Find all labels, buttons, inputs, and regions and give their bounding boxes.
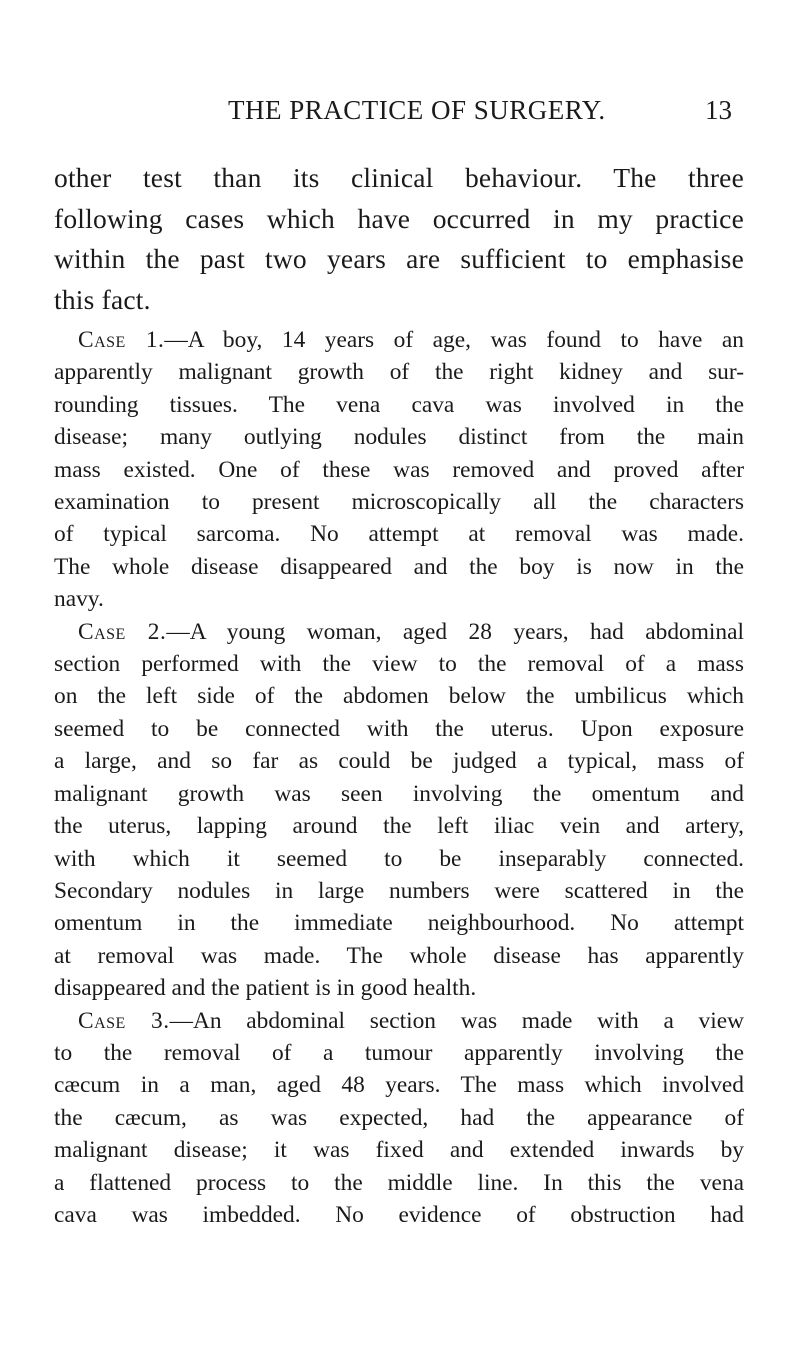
text-line: at removal was made. The whole disease has apparently bbox=[54, 942, 744, 969]
text-line: a flattened process to the middle line. In this the vena bbox=[54, 1169, 744, 1196]
case-reports bbox=[54, 324, 744, 1231]
text-line: cæcum in a man, aged 48 years. The mass which involved bbox=[54, 1072, 744, 1099]
text-line: apparently malignant growth of the right kidney and sur- bbox=[54, 359, 744, 386]
case-label: Case 3. bbox=[78, 1007, 170, 1034]
text-line: disappeared and the patient is in good health. bbox=[54, 975, 477, 1002]
intro-paragraph bbox=[54, 158, 744, 320]
text-line: section performed with the view to the removal of a mass bbox=[54, 651, 744, 678]
text-line: other test than its clinical behaviour. The three bbox=[54, 162, 744, 193]
text-line: to the removal of a tumour apparently involving the bbox=[54, 1039, 744, 1066]
text-line: seemed to be connected with the uterus. Upon exposure bbox=[54, 715, 744, 742]
case-3-paragraph bbox=[54, 1005, 744, 1232]
text-line: Secondary nodules in large numbers were scattered in the bbox=[54, 877, 744, 904]
text-line bbox=[54, 324, 744, 356]
text-line: following cases which have occurred in my practice bbox=[54, 202, 744, 234]
case-2-paragraph bbox=[54, 616, 744, 1005]
text-line: within the past two years are sufficient to emphasise bbox=[54, 243, 744, 274]
text-line: with which it seemed to be inseparably connected. bbox=[54, 845, 744, 872]
case-text: —An abdominal section was made with a view bbox=[169, 1007, 745, 1034]
text-line: of typical sarcoma. No attempt at removal was made. bbox=[54, 521, 744, 548]
running-head bbox=[90, 95, 740, 135]
text-line: omentum in the immediate neighbourhood. No attempt bbox=[54, 910, 744, 937]
text-line: examination to present microscopically all the characters bbox=[54, 489, 744, 516]
text-line bbox=[54, 1005, 744, 1037]
text-line: disease; many outlying nodules distinct from the main bbox=[54, 424, 744, 451]
text-line bbox=[54, 616, 744, 648]
text-line: navy. bbox=[54, 586, 104, 613]
text-line: on the left side of the abdomen below the umbilicus which bbox=[54, 683, 744, 710]
text-line: this fact. bbox=[54, 283, 151, 315]
running-title: THE PRACTICE OF SURGERY. bbox=[228, 95, 606, 125]
text-line: a large, and so far as could be judged a typical, mass of bbox=[54, 748, 744, 775]
case-text: —A young woman, aged 28 years, had abdominal bbox=[166, 618, 744, 645]
case-text: —A boy, 14 years of age, was found to have an bbox=[164, 327, 744, 353]
text-line: mass existed. One of these was removed and proved after bbox=[54, 456, 744, 483]
text-line: malignant disease; it was fixed and extended inwards by bbox=[54, 1137, 744, 1164]
text-line: cava was imbedded. No evidence of obstruction had bbox=[54, 1201, 744, 1228]
text-line: the cæcum, as was expected, had the appearance of bbox=[54, 1104, 744, 1131]
text-line: rounding tissues. The vena cava was involved in the bbox=[54, 391, 744, 418]
page-number: 13 bbox=[705, 95, 732, 125]
text-line: the uterus, lapping around the left iliac vein and artery, bbox=[54, 813, 744, 840]
case-1-paragraph bbox=[54, 324, 744, 616]
case-label: Case 1. bbox=[78, 327, 165, 353]
text-line: malignant growth was seen involving the omentum and bbox=[54, 780, 744, 807]
case-label: Case 2. bbox=[78, 618, 167, 645]
text-line: The whole disease disappeared and the boy is now in the bbox=[54, 553, 744, 580]
